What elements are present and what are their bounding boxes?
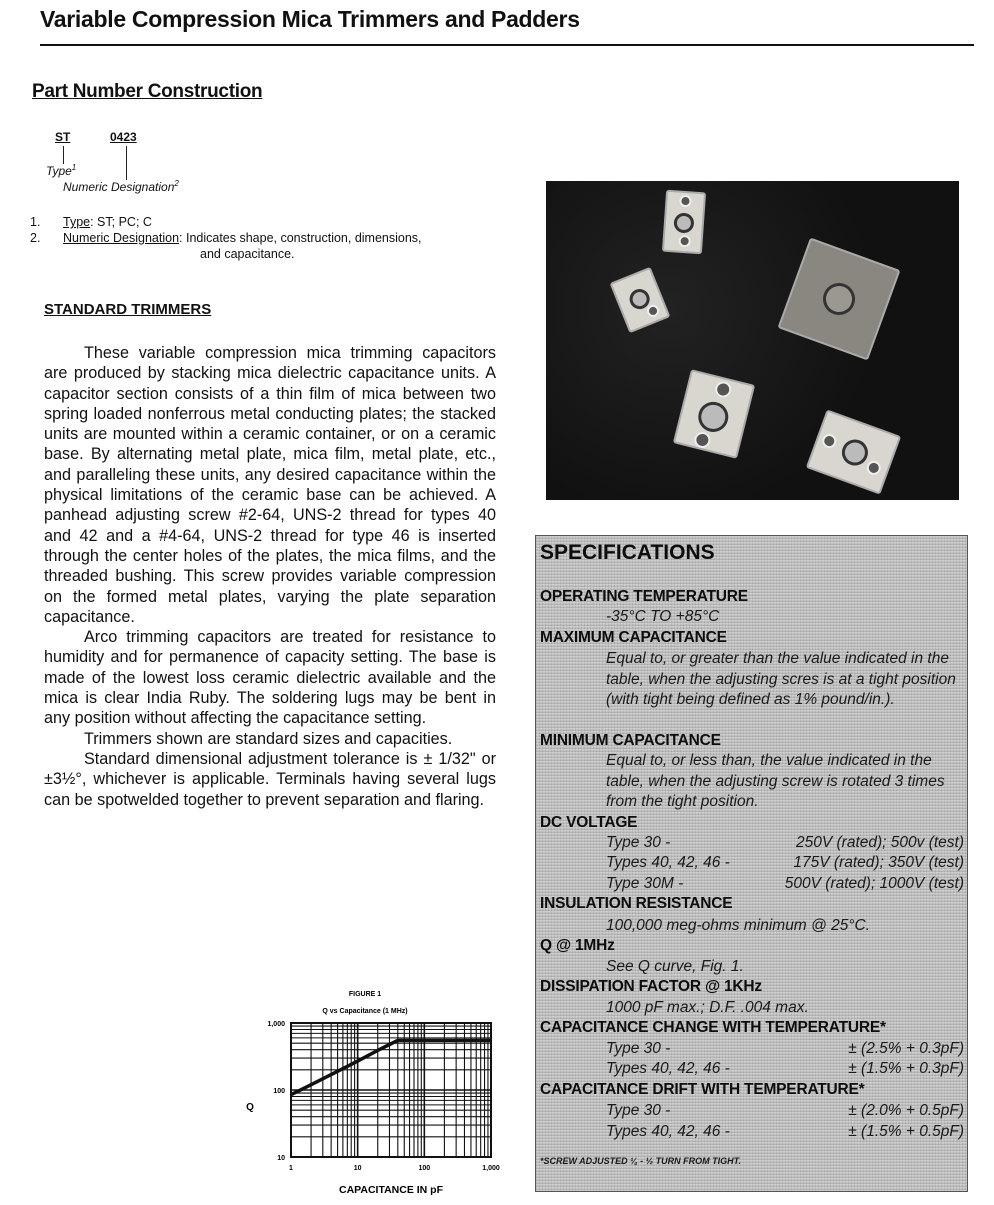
standard-trimmers-heading: STANDARD TRIMMERS [44, 301, 212, 318]
spec-value-insulation-resistance: 100,000 meg-ohms minimum @ 25°C. [606, 917, 871, 934]
spec-heading-minimum-capacitance: MINIMUM CAPACITANCE [540, 732, 721, 749]
spec-value-operating-temperature: -35°C TO +85°C [606, 608, 720, 625]
paragraph: Trimmers shown are standard sizes and capacities. [84, 729, 453, 748]
standard-trimmers-body [44, 343, 496, 810]
product-photo [546, 181, 959, 500]
chart-svg [230, 985, 510, 1200]
trimmer-medium-right [806, 409, 901, 494]
spec-heading-operating-temperature: OPERATING TEMPERATURE [540, 588, 748, 605]
note-number: 1. [30, 215, 41, 229]
note-term: Numeric Designation [63, 231, 180, 245]
part-code-type: ST [55, 130, 71, 144]
chart-y-tick-label: 10 [277, 1155, 285, 1162]
spec-heading-maximum-capacitance: MAXIMUM CAPACITANCE [540, 629, 727, 646]
spec-heading-capacitance-drift: CAPACITANCE DRIFT WITH TEMPERATURE* [540, 1081, 865, 1098]
chart-x-tick-label: 100 [418, 1165, 431, 1172]
note-number: 2. [30, 231, 41, 245]
spec-value-maximum-capacitance: Equal to, or greater than the value indicated in the table, when the adjusting scres is at a tight position (with tight being defined as 1% pound/in.). [606, 650, 956, 708]
chart-y-axis-label: Q [246, 1102, 254, 1113]
type-leader-line [63, 146, 64, 164]
paragraph: Standard dimensional adjustment tolerance is ± 1/32" or ±3½°, whichever is applicable. Terminals having several lugs can be spotwelded together to prevent separation and flaring. [44, 749, 496, 809]
title-divider [40, 44, 974, 46]
spec-heading-q: Q @ 1MHz [540, 937, 615, 954]
chart-figure-label: FIGURE 1 [348, 991, 382, 998]
trimmer-small-left [609, 267, 670, 334]
spec-value-minimum-capacitance: Equal to, or less than, the value indicated in the table, when the adjusting screw is rotated 3 times from the tight position. [606, 752, 945, 810]
numeric-designation-label: Numeric Designation$^2$ [63, 179, 179, 194]
chart-series-line [291, 1040, 491, 1094]
chart-x-axis-label: CAPACITANCE IN pF [338, 1184, 444, 1196]
spec-heading-dissipation-factor: DISSIPATION FACTOR @ 1KHz [540, 978, 762, 995]
trimmer-large-square [777, 237, 900, 360]
spec-value-q: See Q curve, Fig. 1. [606, 958, 744, 975]
spec-footnote: *SCREW ADJUSTED ¼ - ½ TURN FROM TIGHT. [540, 1156, 742, 1166]
type-label: Type$^1$ [46, 163, 77, 178]
specifications-panel: SPECIFICATIONS OPERATING TEMPERATURE -35°C TO +85°C MAXIMUM CAPACITANCE Equal to, or greater than the value indicated in the table, when the adjusting scres is at a tight position (with tight being defined as 1% pound/in.). MINIMUM CAPACITANCE Equal to, or less than, the value indicated in the table, when the adjusting screw is rotated 3 times from the tight position. DC VOLTAGE Type 30 - 250V (rated); 500v (test) Types 40, 42, 46 - 175V (rated); 350V (test) Type 30M - 500V (rated); 1000V (test) INSULATION RESISTANCE 100,000 meg-ohms minimum @ 25°C. Q @ 1MHz See Q curve, Fig. 1. DISSIPATION FACTOR @ 1KHz 1000 pF max.; D.F. .004 max. CAPACITANCE CHANGE WITH TEMPERATURE* Type 30 - ± (2.5% + 0.3pF) Types 40, 42, 46 - ± (1.5% + 0.3pF) CAPACITANCE DRIFT WITH TEMPERATURE* Type 30 - ± (2.0% + 0.5pF) Types 40, 42, 46 - ± (1.5% + 0.5pF) *SCREW ADJUSTED ¼ - ½ TURN FROM TIGHT. [535, 535, 968, 1192]
part-code-numeric: 0423 [110, 130, 137, 144]
chart-y-tick-label: 1,000 [267, 1021, 285, 1028]
specifications-title: SPECIFICATIONS [540, 541, 715, 564]
page-title: Variable Compression Mica Trimmers and Padders [40, 6, 580, 32]
chart-x-tick-label: 1,000 [482, 1165, 500, 1172]
paragraph: These variable compression mica trimming capacitors are produced by stacking mica dielectric capacitance units. A capacitor section consists of a thin film of mica between two spring loaded nonferrous metal conducting plates; the stacked units are mounted within a ceramic container, or on a ceramic base. By alternating metal plate, mica film, metal plate, etc., and paralleling these units, any desired capacitance within the physical limitations of the ceramic base can be achieved. A panhead adjusting screw #2-64, UNS-2 thread for types 40 and 42 and a #4-64, UNS-2 thread for type 46 is inserted through the center holes of the plates, the mica films, and the threaded bushing. This screw provides variable compression on the formed metal plates, varying the plate separation capacitance. [44, 344, 496, 626]
paragraph: Arco trimming capacitors are treated for resistance to humidity and for permanence of capacity setting. The base is made of the lowest loss ceramic dielectric available and the mica is clear India Ruby. The soldering lugs may be bent in any position without affecting the capacitance setting. [44, 628, 496, 728]
trimmer-medium-bottom [673, 369, 755, 459]
note-term: Type [63, 215, 91, 229]
chart-x-tick-label: 1 [289, 1165, 293, 1172]
chart-x-tick-label: 10 [353, 1165, 362, 1172]
q-vs-capacitance-chart [230, 985, 510, 1200]
trimmer-small-top [662, 190, 706, 255]
note-type: 1. Type: ST; PC; C [30, 215, 152, 229]
spec-heading-dc-voltage: DC VOLTAGE [540, 814, 638, 831]
spec-heading-capacitance-change: CAPACITANCE CHANGE WITH TEMPERATURE* [540, 1019, 886, 1036]
note-continuation: and capacitance. [200, 247, 295, 261]
part-number-section-title: Part Number Construction [32, 81, 263, 102]
spec-value-dissipation-factor: 1000 pF max.; D.F. .004 max. [606, 999, 809, 1016]
chart-title: Q vs Capacitance (1 MHz) [322, 1008, 408, 1015]
spec-heading-insulation-resistance: INSULATION RESISTANCE [540, 895, 733, 912]
numeric-leader-line [126, 146, 127, 180]
note-numeric-designation: 2. Numeric Designation: Indicates shape, construction, dimensions, [30, 231, 422, 245]
chart-y-tick-label: 100 [273, 1088, 285, 1095]
